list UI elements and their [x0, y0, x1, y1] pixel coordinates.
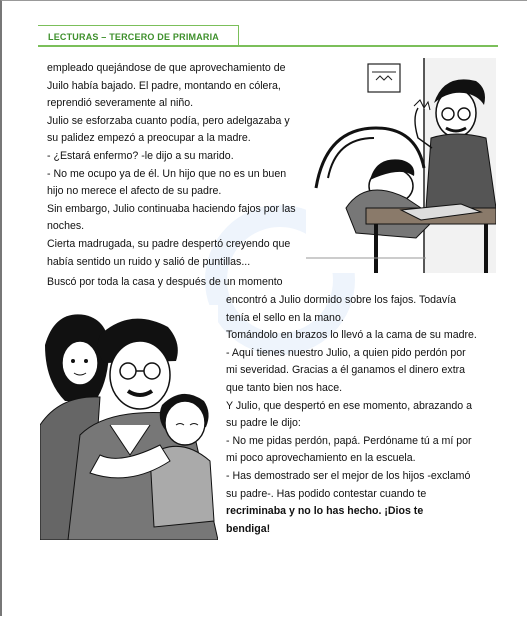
text-line: que tanto bien nos hace.: [226, 381, 343, 394]
text-line: Buscó por toda la casa y después de un momento: [47, 276, 283, 288]
text-line-bold: recriminaba y no lo has hecho. ¡Dios te: [226, 505, 424, 518]
text-line: reprendió severamente al niño.: [47, 97, 194, 110]
text-line: tenía el sello en la mano.: [226, 311, 344, 324]
text-line: su padre le dijo:: [226, 417, 301, 430]
text-line: su padre-. Has podido contestar cuando te: [226, 487, 427, 500]
header-title: LECTURAS – TERCERO DE PRIMARIA: [48, 32, 220, 42]
text-line: había sentido un ruido y salió de puntillas...: [47, 255, 251, 268]
text-line: Juilo había bajado. El padre, montando en cólera,: [47, 79, 281, 92]
text-line: - No me ocupo ya de él. Un hijo que no es un buen: [47, 167, 287, 180]
text-line: - ¿Estará enfermo? -le dijo a su marido.: [47, 149, 234, 162]
header-rule: [38, 45, 498, 47]
text-line-wide: [47, 274, 307, 292]
text-column-bottom: [226, 292, 481, 538]
text-line-bold: bendiga!: [226, 522, 271, 535]
text-line: Sin embargo, Julio continuaba haciendo fajos por las: [47, 202, 296, 215]
text-line: - Has demostrado ser el mejor de los hijos -exclamó: [226, 469, 471, 482]
text-line: Tomándolo en brazos lo llevó a la cama de su madre.: [226, 329, 477, 342]
illustration-father-hugging-boy: [40, 305, 218, 540]
text-line: empleado quejándose de que aprovechamiento de: [47, 62, 286, 74]
page-header: [38, 25, 498, 47]
illustration-sleeping-boy: [306, 58, 496, 273]
text-line: mi severidad. Gracias a él ganamos el dinero extra: [226, 364, 466, 377]
text-line: Cierta madrugada, su padre despertó creyendo que: [47, 237, 291, 250]
text-line: - Aquí tienes nuestro Julio, a quien pido perdón por: [226, 346, 466, 359]
text-line: encontró a Julio dormido sobre los fajos. Todavía: [226, 294, 457, 306]
text-line: Julio se esforzaba cuanto podía, pero adelgazaba y: [47, 114, 290, 127]
text-line: Y Julio, que despertó en ese momento, abrazando a: [226, 399, 472, 412]
text-line: noches.: [47, 220, 85, 233]
text-line: mi poco aprovechamiento en la escuela.: [226, 452, 416, 465]
text-line: - No me pidas perdón, papá. Perdóname tú a mí por: [226, 434, 472, 447]
text-line: hijo no merece el afecto de su padre.: [47, 185, 222, 198]
text-column-top: [47, 60, 303, 271]
text-line: su palidez empezó a preocupar a la madre.: [47, 132, 251, 145]
